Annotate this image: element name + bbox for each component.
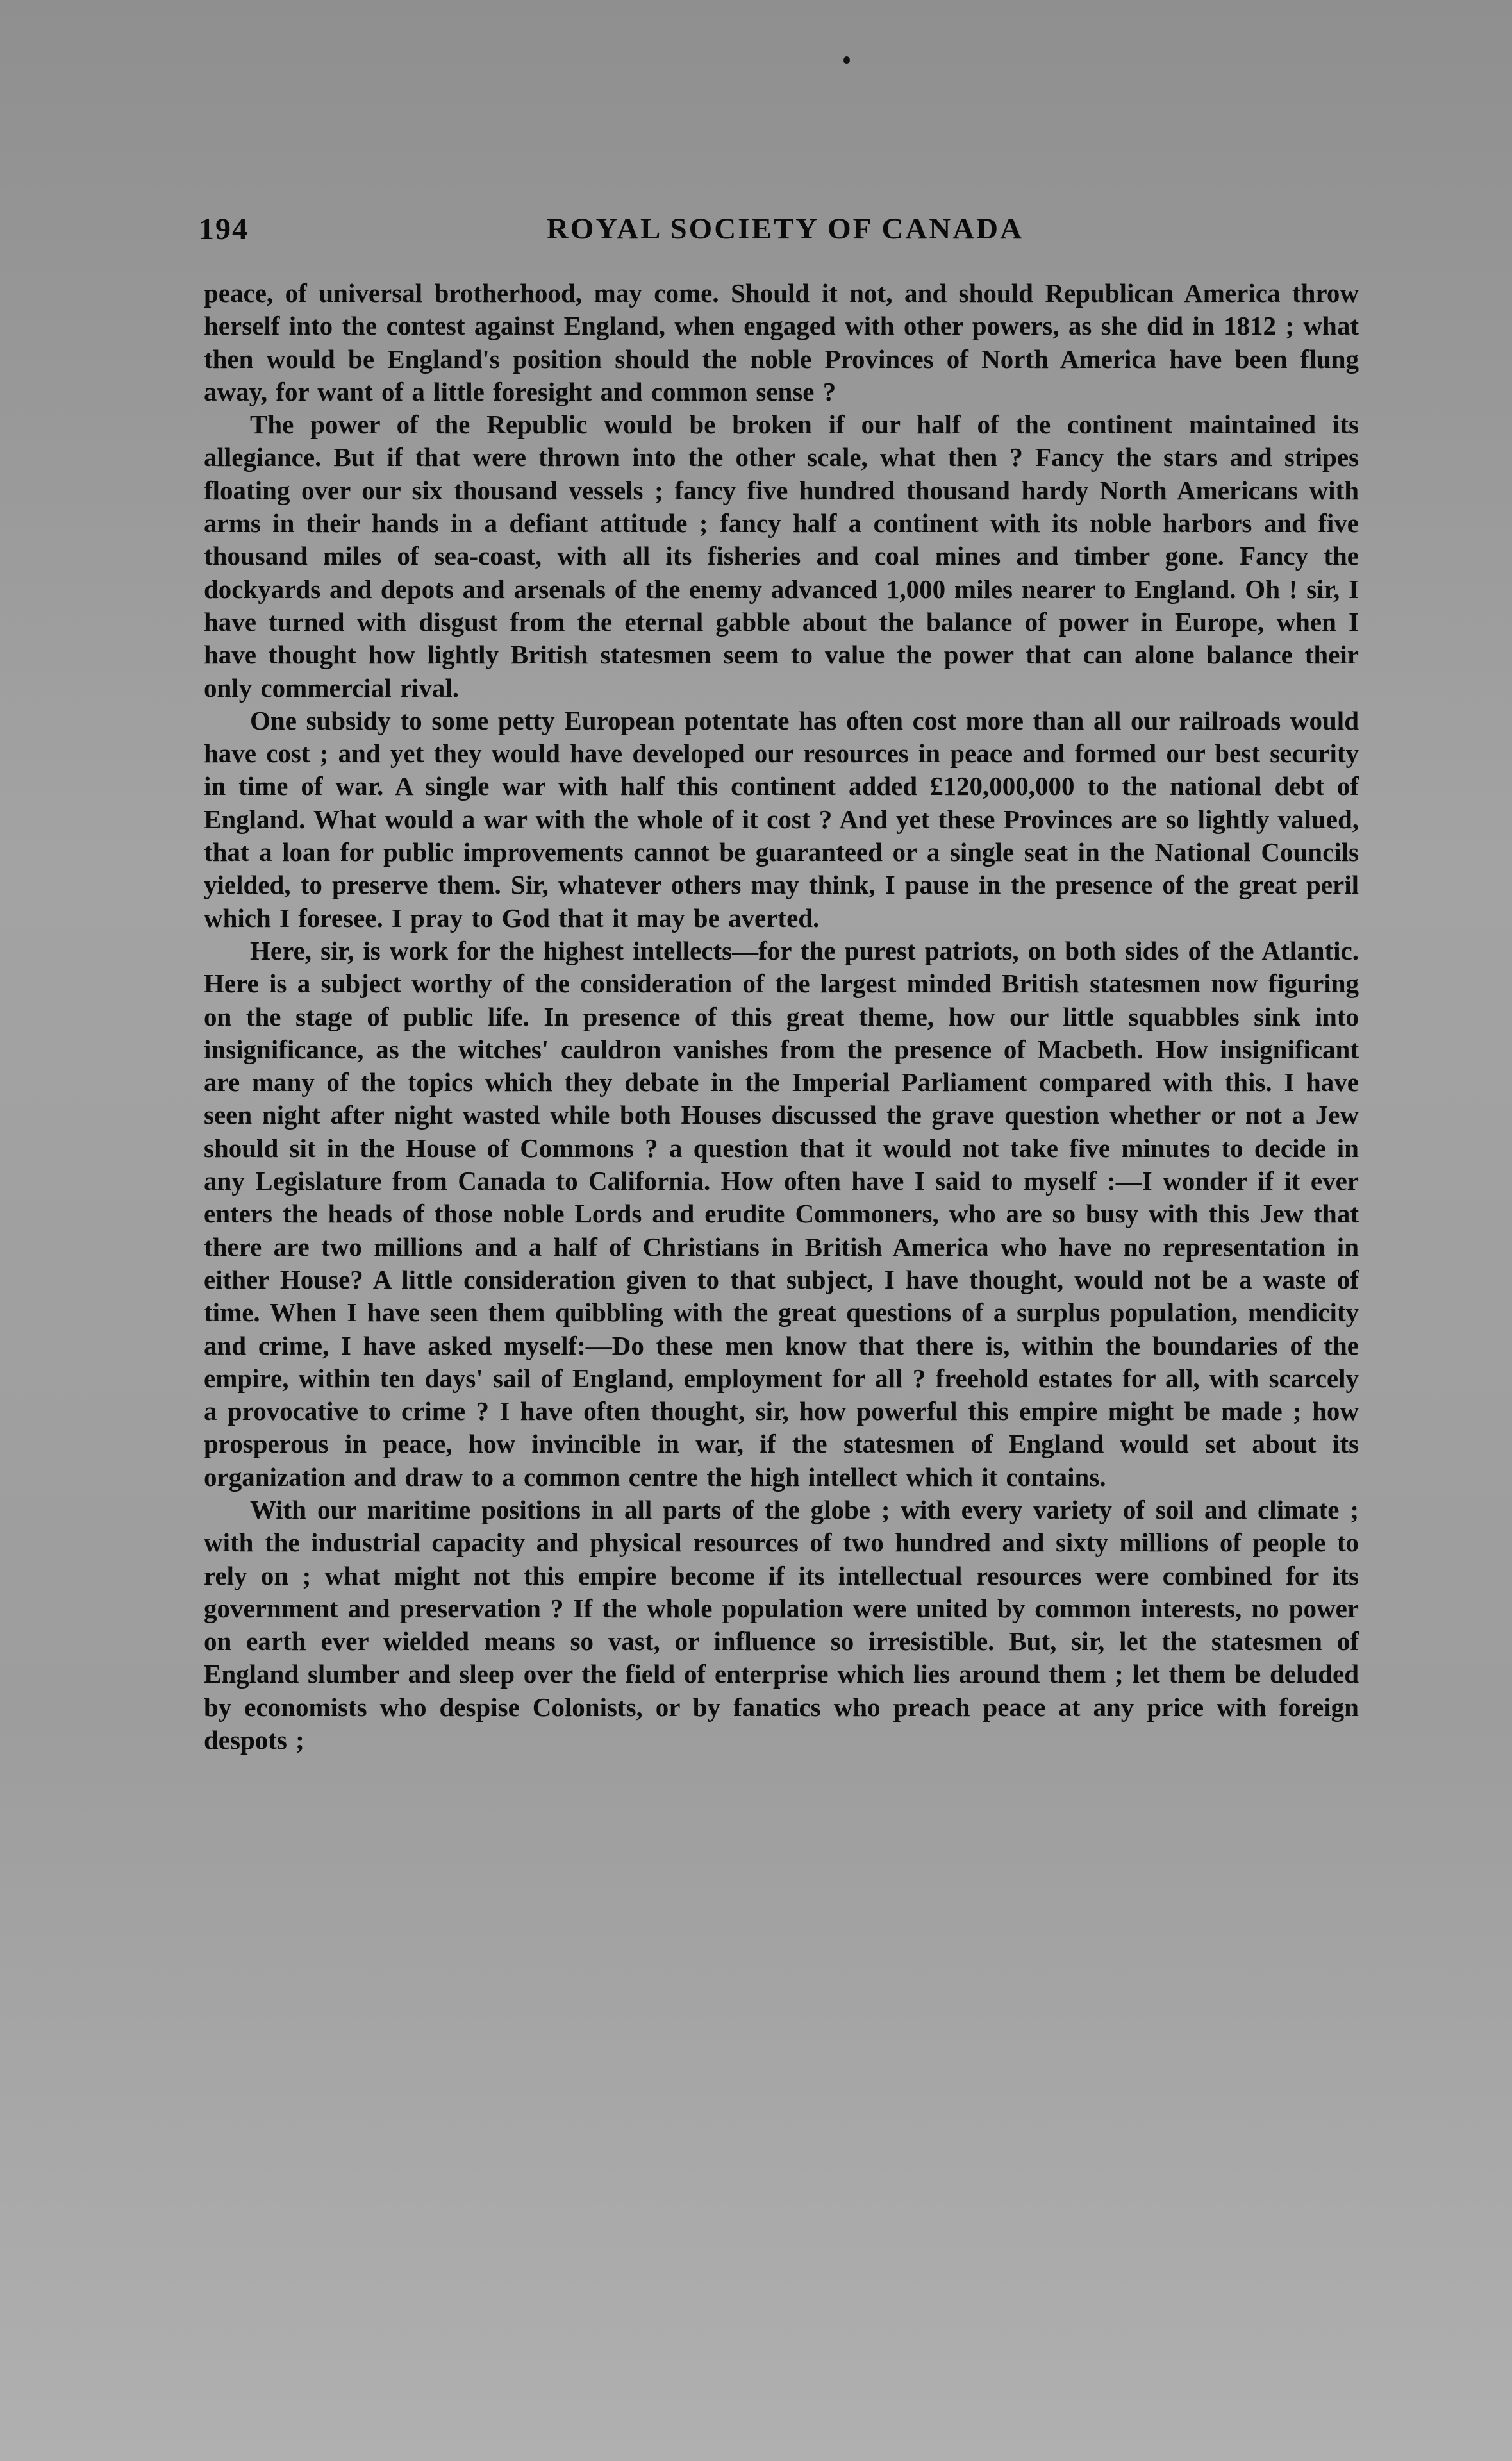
paragraph-2: The power of the Republic would be broken if our half of the continent maintained its allegiance. But if that were thrown into the other scale, what then ? Fancy the stars and stripes floating over our six thousand vessels ; fancy five hundred thousand hardy North Americans with arms in their hands in a defiant attitude ; fancy half a continent with its noble harbors and five thousand miles of sea-coast, with all its fisheries and coal mines and timber gone. Fancy the dockyards and depots and arsenals of the enemy advanced 1,000 miles nearer to England. Oh ! sir, I have turned with disgust from the eternal gabble about the balance of power in Europe, when I have thought how lightly British statesmen seem to value the power that can alone balance their only commercial rival. (204, 410, 1359, 703)
paragraph-4: Here, sir, is work for the highest intellects—for the purest patriots, on both sides of the Atlantic. Here is a subject worthy of the consideration of the largest minded British statesmen now figuring on the stage of public life. In presence of this great theme, how our little squabbles sink into insignificance, as the witches' cauldron vanishes from the presence of Macbeth. How insignificant are many of the topics which they debate in the Imperial Parliament compared with this. I have seen night after night wasted while both Houses discussed the grave question whether or not a Jew should sit in the House of Commons ? a question that it would not take five minutes to decide in any Legislature from Canada to California. How often have I said to myself :—I wonder if it ever enters the heads of those noble Lords and erudite Commoners, who are so busy with this Jew that there are two millions and a half of Christians in British America who have no representation in either House? A little consideration given to that subject, I have thought, would not be a waste of time. When I have seen them quibbling with the great questions of a surplus population, mendicity and crime, I have asked myself:—Do these men know that there is, within the boundaries of the empire, within ten days' sail of England, employment for all ? freehold estates for all, with scarcely a provocative to crime ? I have often thought, sir, how powerful this empire might be made ; how prosperous in peace, how invincible in war, if the statesmen of England would set about its organization and draw to a common centre the high intellect which it contains. (204, 935, 1359, 1492)
paragraph-3: One subsidy to some petty European potentate has often cost more than all our railroads would have cost ; and yet they would have developed our resources in peace and formed our best security in time of war. A single war with half this continent added £120,000,000 to the national debt of England. What would a war with the whole of it cost ? And yet these Provinces are so lightly valued, that a loan for public improvements cannot be guaranteed or a single seat in the National Councils yielded, to preserve them. Sir, whatever others may think, I pause in the presence of the great peril which I foresee. I pray to God that it may be averted. (204, 705, 1359, 933)
running-head: ROYAL SOCIETY OF CANADA (546, 212, 1024, 246)
paragraph-5: With our maritime positions in all parts of the globe ; with every variety of soil and climate ; with the industrial capacity and physical resources of two hundred and sixty millions of people to rely on ; what might not this empire become if its intellectual resources were combined for its government and preservation ? If the whole population were united by common interests, no power on earth ever wielded means so vast, or influence so irresistible. But, sir, let the statesmen of England slumber and sleep over the field of enterprise which lies around them ; let them be deluded by economists who despise Colonists, or by fanatics who preach peace at any price with foreign despots ; (204, 1494, 1359, 1755)
scan-speck (843, 56, 850, 64)
page-number: 194 (199, 212, 249, 246)
body-text (204, 277, 1359, 1756)
paragraph-1: peace, of universal brotherhood, may come. Should it not, and should Republican America throw herself into the contest against England, when engaged with other powers, as she did in 1812 ; what then would be England's position should the noble Provinces of North America have been flung away, for want of a little foresight and common sense ? (204, 278, 1359, 406)
page-header (199, 212, 1372, 263)
